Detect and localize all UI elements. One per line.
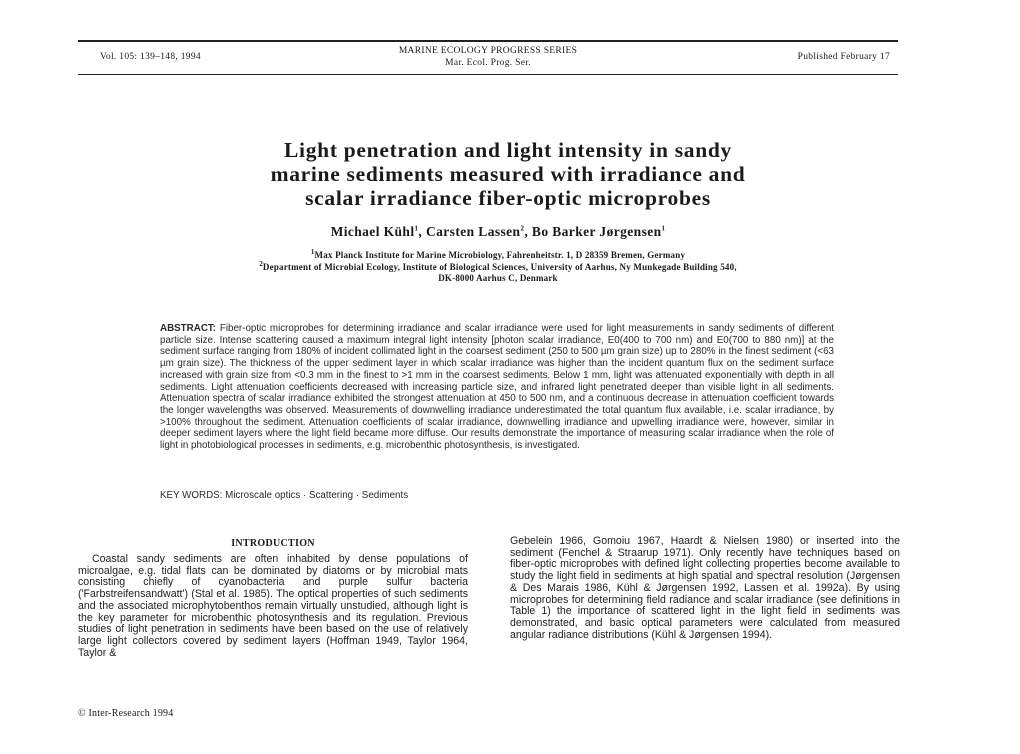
intro-paragraph: Coastal sandy sediments are often inhabited by dense populations of microalgae, e.g. tidal flats can be dominated by diatoms or by microbial mats consisting chiefly of cyanobacteria and purple sulfur bacteria ('Farbstreifensandwatt') (Stal et al. 1985). The optical properties of such sediments and the associated microphytobenthos remain virtually unstudied, although light is the key parameter for microbenthic photosynthesis and its regulation. Previous studies of light penetration in sediments have been based on the use of relatively large light collectors covered by sediment layers (Hoffman 1949, Taylor 1964, Taylor & — [78, 553, 468, 659]
keywords-label: KEY WORDS: — [160, 490, 223, 501]
series-name: MARINE ECOLOGY PROGRESS SERIES — [398, 46, 578, 56]
keywords-text: Microscale optics · Scattering · Sediments — [225, 490, 409, 501]
author-affil-mark: 2 — [520, 224, 525, 233]
affiliation-2-cont: DK-8000 Aarhus C, Denmark — [438, 273, 558, 283]
title-line: Light penetration and light intensity in sandy — [284, 138, 732, 162]
intro-paragraph: Gebelein 1966, Gomoiu 1967, Haardt & Nielsen 1980) or inserted into the sediment (Fenchel & Straarup 1971). Only recently have techniques based on fiber-optic microprobes with defined light collecting properties become available to study the light field in sediments at high spatial and spectral resolution (Jørgensen & Des Marais 1986, Kühl & Jørgensen 1992, Lassen et al. 1992a). By using microprobes for determining field radiance and scalar irradiance (see definitions in Table 1) the importance of scattered light in the light field in sediments was demonstrated, and basic optical parameters were calculated from measured angular radiance distributions (Kühl & Jørgensen 1994). — [510, 535, 900, 641]
author-name: Carsten Lassen — [425, 224, 521, 239]
title-line: marine sediments measured with irradiance and — [270, 162, 746, 186]
abstract — [160, 323, 834, 452]
author-name: Bo Barker Jørgensen — [531, 224, 662, 239]
header-bottom-rule — [78, 74, 898, 75]
copyright-notice: © Inter-Research 1994 — [78, 708, 174, 719]
author-name: Michael Kühl — [330, 224, 415, 239]
affiliation-1: $^1$Max Planck Institute for Marine Microbiology, Fahrenheitstr. 1, D 28359 Bremen, Germany — [310, 248, 686, 260]
author-affil-mark: 1 — [414, 224, 419, 233]
series-abbrev: Mar. Ecol. Prog. Ser. — [445, 58, 531, 68]
author-list: Michael Kühl$^1$, Carsten Lassen$^2$, Bo Barker Jørgensen$^1$ — [330, 224, 666, 239]
abstract-label: ABSTRACT: — [160, 323, 217, 334]
publish-date: Published February 17 — [797, 52, 890, 62]
intro-column-left — [78, 554, 468, 659]
journal-name — [78, 45, 898, 69]
volume-info: Vol. 105: 139–148, 1994 — [100, 52, 201, 62]
abstract-text: Fiber-optic microprobes for determining irradiance and scalar irradiance were used for light measurements in sandy sediments of different particle size. Intense scattering caused a maximum integral light intensity [photon scalar irradiance, E0(400 to 700 nm) and E0(700 to 880 nm)] at the sediment surface ranging from 180% of incident collimated light in the coarsest sediment (250 to 500 µm grain size) up to 280% in the finest sediment (<63 µm grain size). The thickness of the upper sediment layer in which scalar irradiance was higher than the incident quantum flux on the sediment surface increased with grain size from <0.3 mm in the finest to >1 mm in the coarsest sediments. Below 1 mm, light was attenuated exponentially with depth in all sediments. Light attenuation coefficients decreased with increasing particle size, and infrared light penetrated deeper than visible light in all sediments. Attenuation spectra of scalar irradiance exhibited the strongest attenuation at 450 to 500 nm, and a continuous decrease in attenuation coefficient towards the longer wavelengths was observed. Measurements of downwelling irradiance underestimated the total quantum flux available, i.e. scalar irradiance, by >100% throughout the sediment. Attenuation coefficients of scalar irradiance, downwelling irradiance and upwelling irradiance were, however, similar in deeper sediment layers where the light field became more diffuse. Our results demonstrate the importance of measuring scalar irradiance when the role of light in photobiological processes in sediments, e.g. microbenthic photosynthesis, is investigated. — [160, 323, 834, 452]
keywords — [160, 490, 834, 501]
author-affil-mark: 1 — [661, 224, 666, 233]
article-title — [78, 138, 938, 210]
affiliations — [78, 250, 918, 285]
intro-column-right — [510, 536, 900, 641]
journal-header — [78, 42, 898, 74]
section-heading-introduction: INTRODUCTION — [231, 538, 315, 549]
title-line: scalar irradiance fiber-optic microprobes — [305, 186, 711, 210]
affiliation-2: $^2$Department of Microbial Ecology, Institute of Biological Sciences, University of Aarhus, Ny Munkegade Building 540, — [259, 259, 737, 272]
